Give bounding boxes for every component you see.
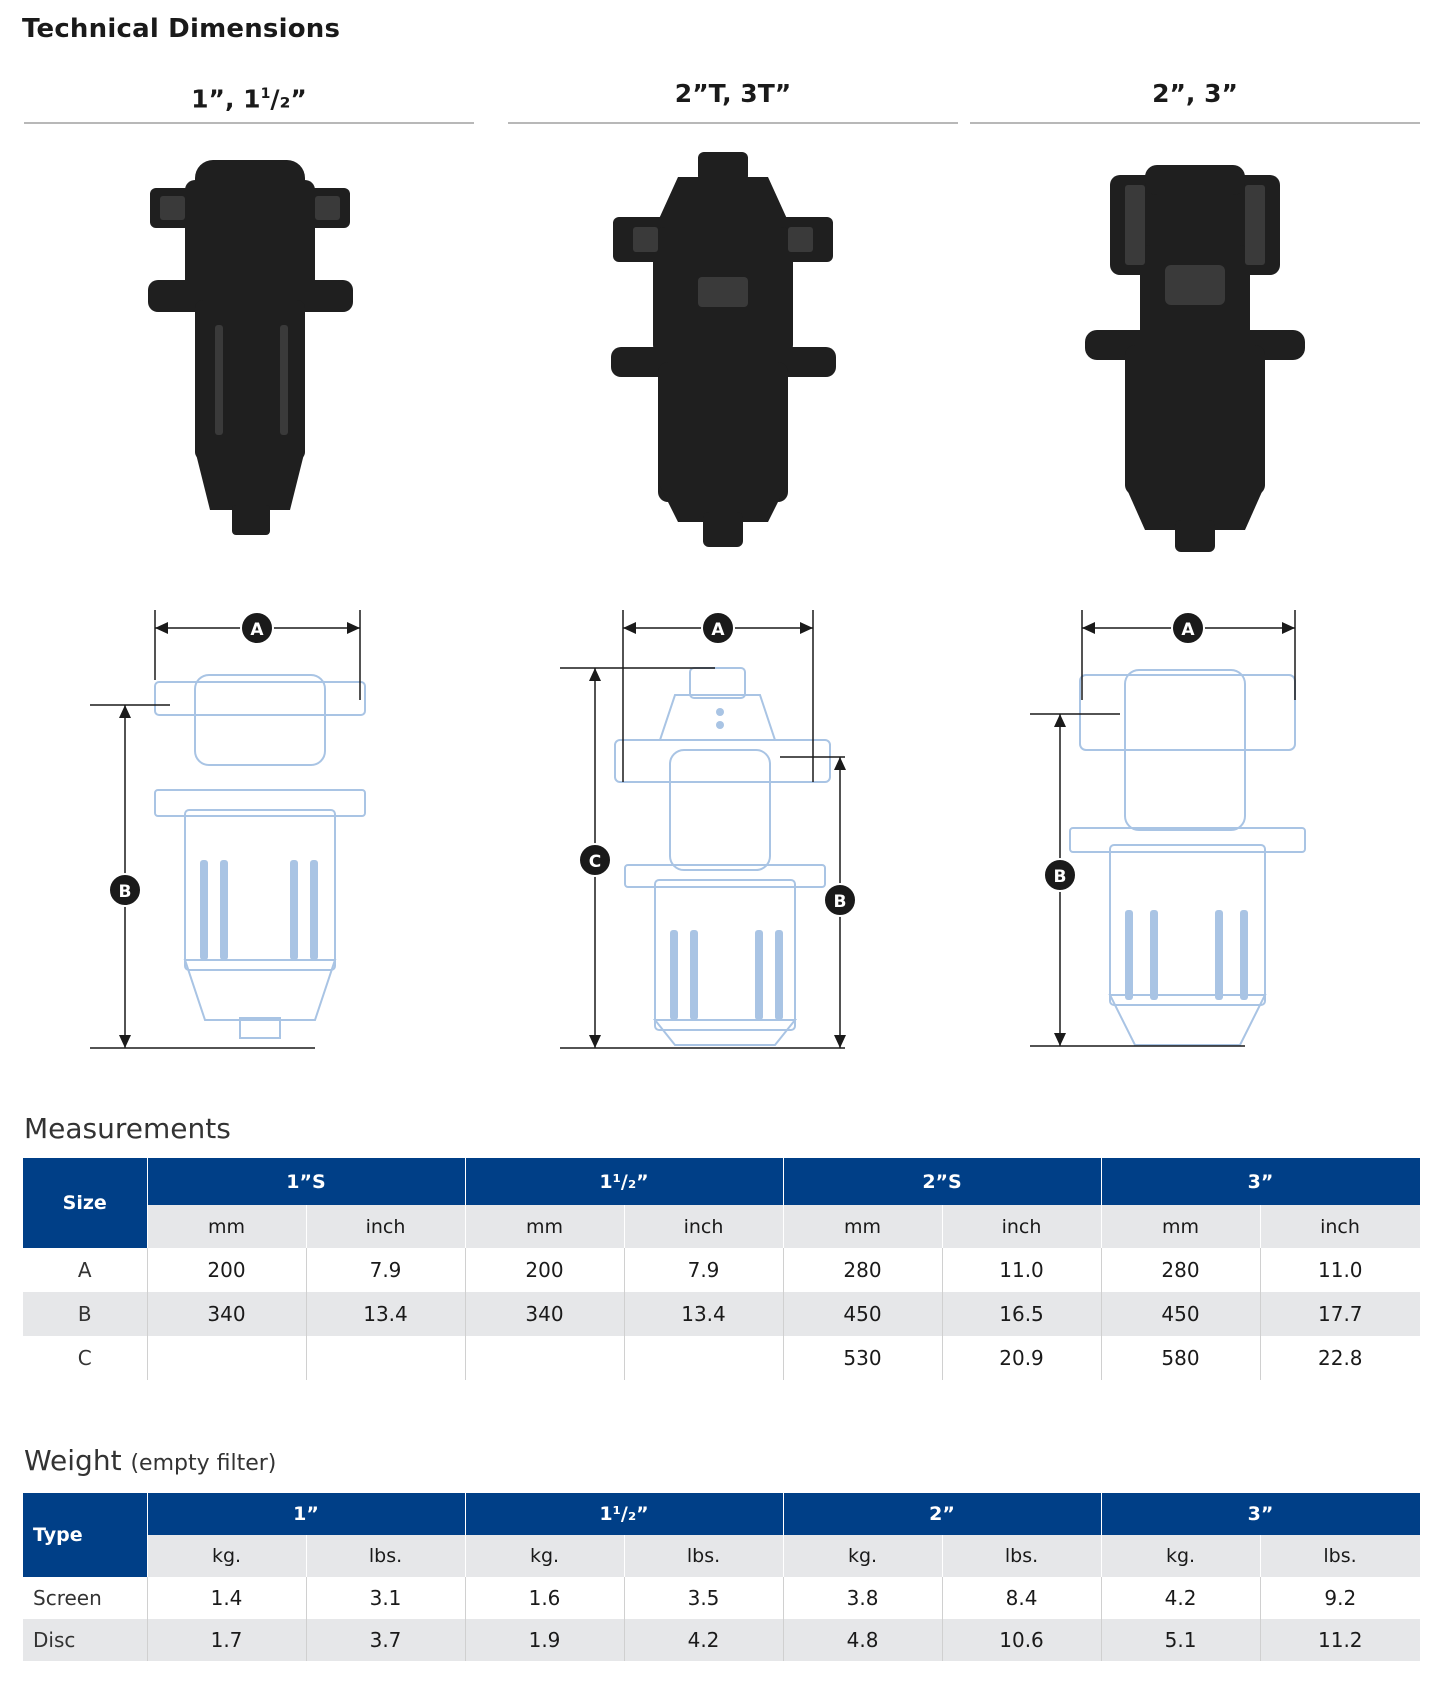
unit-header-row	[23, 1205, 1420, 1248]
page-title: Technical Dimensions	[22, 14, 341, 44]
marker-a	[702, 612, 734, 644]
table-cell: 450	[783, 1292, 942, 1336]
marker-a	[1172, 612, 1204, 644]
unit-header: inch	[1260, 1205, 1420, 1248]
table-cell: 17.7	[1260, 1292, 1420, 1336]
unit-header: inch	[624, 1205, 783, 1248]
marker-b	[109, 874, 141, 906]
table-cell: 200	[147, 1248, 306, 1292]
filter-photo-2t-3t	[608, 152, 838, 552]
table-cell: 1.7	[147, 1619, 306, 1661]
table-cell: 3.7	[306, 1619, 465, 1661]
group-header: 1”S	[147, 1158, 465, 1205]
table-cell: 13.4	[306, 1292, 465, 1336]
table-cell: 4.2	[1101, 1577, 1260, 1619]
filter-photo-1-1-5	[140, 160, 370, 550]
measurements-table	[23, 1158, 1421, 1380]
unit-header: mm	[465, 1205, 624, 1248]
table-cell	[624, 1336, 783, 1380]
table-row	[23, 1619, 1420, 1661]
table-cell: 3.5	[624, 1577, 783, 1619]
group-header: 3”	[1101, 1158, 1420, 1205]
table-cell: 11.0	[1318, 1258, 1363, 1282]
svg-text:A: A	[1181, 620, 1195, 640]
svg-text:B: B	[118, 882, 132, 902]
group-header: 1¹/₂”	[465, 1493, 783, 1535]
table-cell: 200	[465, 1248, 624, 1292]
model-title: 1”, $1^1/_2$”	[191, 84, 307, 114]
table-cell: 7.9	[306, 1248, 465, 1292]
table-row	[23, 1577, 1420, 1619]
model-rule	[508, 122, 958, 124]
unit-header: kg.	[147, 1535, 306, 1577]
type-corner-cell: Type	[23, 1493, 147, 1577]
table-cell: 10.6	[942, 1619, 1101, 1661]
group-header: 2”	[783, 1493, 1101, 1535]
marker-c	[579, 844, 611, 876]
size-corner-cell: Size	[23, 1158, 147, 1248]
svg-text:A: A	[711, 620, 725, 640]
table-cell: 22.8	[1318, 1346, 1363, 1370]
dimension-drawing-2t-3t	[560, 600, 870, 1050]
group-header: 3”	[1101, 1493, 1420, 1535]
weight-heading-main: Weight	[24, 1444, 122, 1477]
weight-heading	[24, 1444, 276, 1477]
row-label: A	[23, 1248, 147, 1292]
table-cell: 340	[465, 1292, 624, 1336]
unit-header: lbs.	[306, 1535, 465, 1577]
table-cell: 3.1	[306, 1577, 465, 1619]
unit-header: mm	[147, 1205, 306, 1248]
model-rule	[970, 122, 1420, 124]
row-label: B	[23, 1292, 147, 1336]
model-rule	[24, 122, 474, 124]
table-cell	[306, 1336, 465, 1380]
model-header-1-1-5	[24, 74, 474, 124]
table-cell: 580	[1101, 1336, 1260, 1380]
group-header: 2”S	[783, 1158, 1101, 1205]
dimension-drawing-2-3	[1025, 600, 1315, 1050]
row-label: C	[23, 1336, 147, 1380]
table-cell: 13.4	[624, 1292, 783, 1336]
weight-heading-sub: (empty filter)	[130, 1451, 277, 1476]
unit-header: kg.	[783, 1535, 942, 1577]
group-header: 1”	[147, 1493, 465, 1535]
table-cell: 4.8	[783, 1619, 942, 1661]
marker-b	[824, 884, 856, 916]
table-row	[23, 1292, 1420, 1336]
table-cell: 11.0	[942, 1248, 1101, 1292]
unit-header: lbs.	[1260, 1535, 1420, 1577]
unit-header: inch	[306, 1205, 465, 1248]
model-title: 2”T, 3T”	[674, 79, 792, 108]
svg-text:B: B	[833, 892, 847, 912]
table-cell: 1.6	[465, 1577, 624, 1619]
table-cell: 280	[1101, 1248, 1260, 1292]
table-cell: 9.2	[1324, 1586, 1357, 1610]
table-cell: 1.4	[147, 1577, 306, 1619]
table-cell: 450	[1101, 1292, 1260, 1336]
svg-text:B: B	[1053, 867, 1067, 887]
svg-text:A: A	[250, 620, 264, 640]
svg-text:C: C	[588, 852, 602, 872]
weight-table	[23, 1493, 1421, 1661]
row-label: Disc	[23, 1619, 147, 1661]
group-header-row	[23, 1158, 1420, 1205]
unit-header-row	[23, 1535, 1420, 1577]
table-cell: 340	[147, 1292, 306, 1336]
model-header-2t-3t	[508, 74, 958, 124]
table-row	[23, 1248, 1420, 1292]
group-header: 1¹/₂”	[465, 1158, 783, 1205]
table-cell: 280	[783, 1248, 942, 1292]
table-cell	[147, 1336, 306, 1380]
filter-photo-2-3	[1080, 165, 1310, 555]
model-header-2-3	[970, 74, 1420, 124]
table-cell: 11.2	[1260, 1619, 1420, 1661]
unit-header: kg.	[1101, 1535, 1260, 1577]
table-cell: 3.8	[783, 1577, 942, 1619]
model-title: 2”, 3”	[1152, 79, 1238, 108]
unit-header: mm	[1101, 1205, 1260, 1248]
table-cell: 20.9	[942, 1336, 1101, 1380]
row-label: Screen	[23, 1577, 147, 1619]
table-cell: 7.9	[624, 1248, 783, 1292]
marker-b	[1044, 859, 1076, 891]
unit-header: inch	[942, 1205, 1101, 1248]
table-row	[23, 1336, 1420, 1380]
table-cell: 16.5	[942, 1292, 1101, 1336]
measurements-heading: Measurements	[24, 1112, 231, 1145]
table-cell: 4.2	[624, 1619, 783, 1661]
table-cell: 1.9	[465, 1619, 624, 1661]
table-cell	[465, 1336, 624, 1380]
marker-a	[241, 612, 273, 644]
group-header-row	[23, 1493, 1420, 1535]
unit-header: mm	[783, 1205, 942, 1248]
unit-header: lbs.	[942, 1535, 1101, 1577]
dimension-drawing-1-1-5	[90, 600, 380, 1050]
table-cell: 8.4	[942, 1577, 1101, 1619]
table-cell: 530	[783, 1336, 942, 1380]
unit-header: kg.	[465, 1535, 624, 1577]
table-cell: 5.1	[1101, 1619, 1260, 1661]
unit-header: lbs.	[624, 1535, 783, 1577]
